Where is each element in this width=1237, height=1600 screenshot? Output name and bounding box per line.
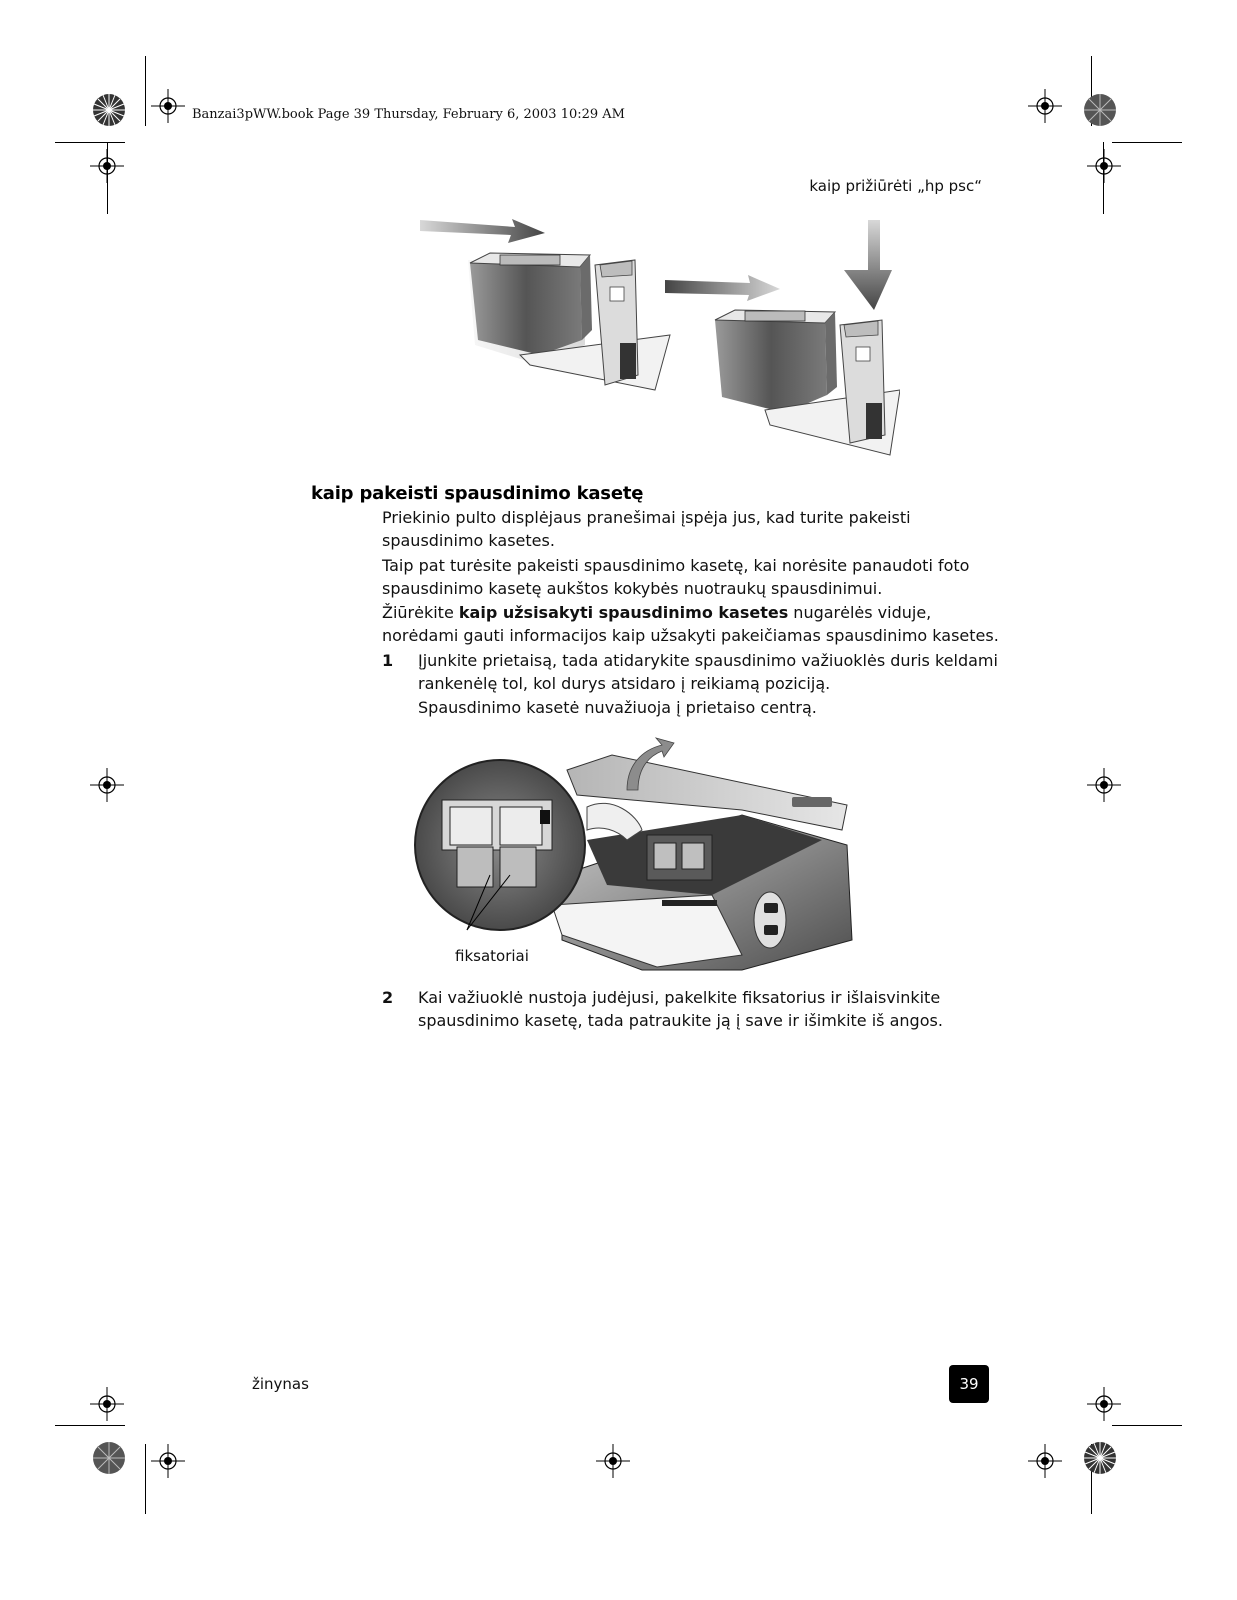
ordering-reference: kaip užsisakyti spausdinimo kasetes [458,603,789,622]
crop-line [55,142,125,143]
registration-mark-icon [151,89,185,123]
intro-paragraph-3-pre: Žiūrėkite [382,603,459,622]
intro-paragraph-2: Taip pat turėsite pakeisti spausdinimo kasetę, kai norėsite panaudoti foto spausdinimo kasetę aukštos kokybės nuotraukų spausdinimui. [382,556,970,598]
arrow-down-icon [844,220,892,310]
registration-mark-icon [90,149,124,183]
running-head: kaip prižiūrėti „hp psc“ [809,177,982,195]
registration-mark-icon [1087,768,1121,802]
star-target-icon [92,93,126,127]
step-text: Įjunkite prietaisą, tada atidarykite spausdinimo važiuoklės duris keldami rankenėlę tol, kol durys atsidaro į reikiamą poziciją. [418,651,998,693]
print-carriage [647,835,712,880]
printer-carriage-illustration [412,735,872,975]
registration-mark-icon [1028,89,1062,123]
step-note: Spausdinimo kasetė nuvažiuoja į prietaiso centrą. [418,698,817,717]
arrow-right-icon [420,219,545,243]
step-number: 2 [382,988,394,1007]
crop-line [1112,142,1182,143]
intro-paragraph-1: Priekinio pulto displėjaus pranešimai įspėja jus, kad turite pakeisti spausdinimo kasetes. [382,508,911,550]
step-text: Kai važiuoklė nustoja judėjusi, pakelkite fiksatorius ir išlaisvinkite spausdinimo kasetę, tada patraukite ją į save ir išimkite iš angos. [418,988,943,1030]
crop-line [55,1425,125,1426]
star-target-icon [1083,93,1117,127]
registration-mark-icon [90,768,124,802]
star-target-icon [92,1441,126,1475]
registration-mark-icon [151,1444,185,1478]
cartridge-insertion-illustration [420,215,900,460]
crop-line [145,1444,146,1514]
registration-mark-icon [1087,149,1121,183]
crop-line [145,56,146,126]
book-info-line: Banzai3pWW.book Page 39 Thursday, February 6, 2003 10:29 AM [192,107,625,122]
crop-line [1112,1425,1182,1426]
intro-paragraph-3-post: nugarėlės viduje, norėdami gauti informacijos kaip užsakyti pakeičiamas spausdinimo kasetes. [382,603,999,645]
footer-title: žinynas [252,1375,309,1393]
registration-mark-icon [90,1387,124,1421]
section-title: kaip pakeisti spausdinimo kasetę [311,483,644,504]
magnified-latches-view [415,760,585,930]
ink-cartridge-right [715,310,837,413]
star-target-icon [1083,1441,1117,1475]
step-number: 1 [382,651,394,670]
registration-mark-icon [596,1444,630,1478]
page-number-badge: 39 [949,1365,989,1403]
intro-paragraph-3 [382,601,1002,647]
arrow-left-icon [665,275,780,301]
latches-callout-label: fiksatoriai [455,947,529,965]
registration-mark-icon [1028,1444,1062,1478]
registration-mark-icon [1087,1387,1121,1421]
